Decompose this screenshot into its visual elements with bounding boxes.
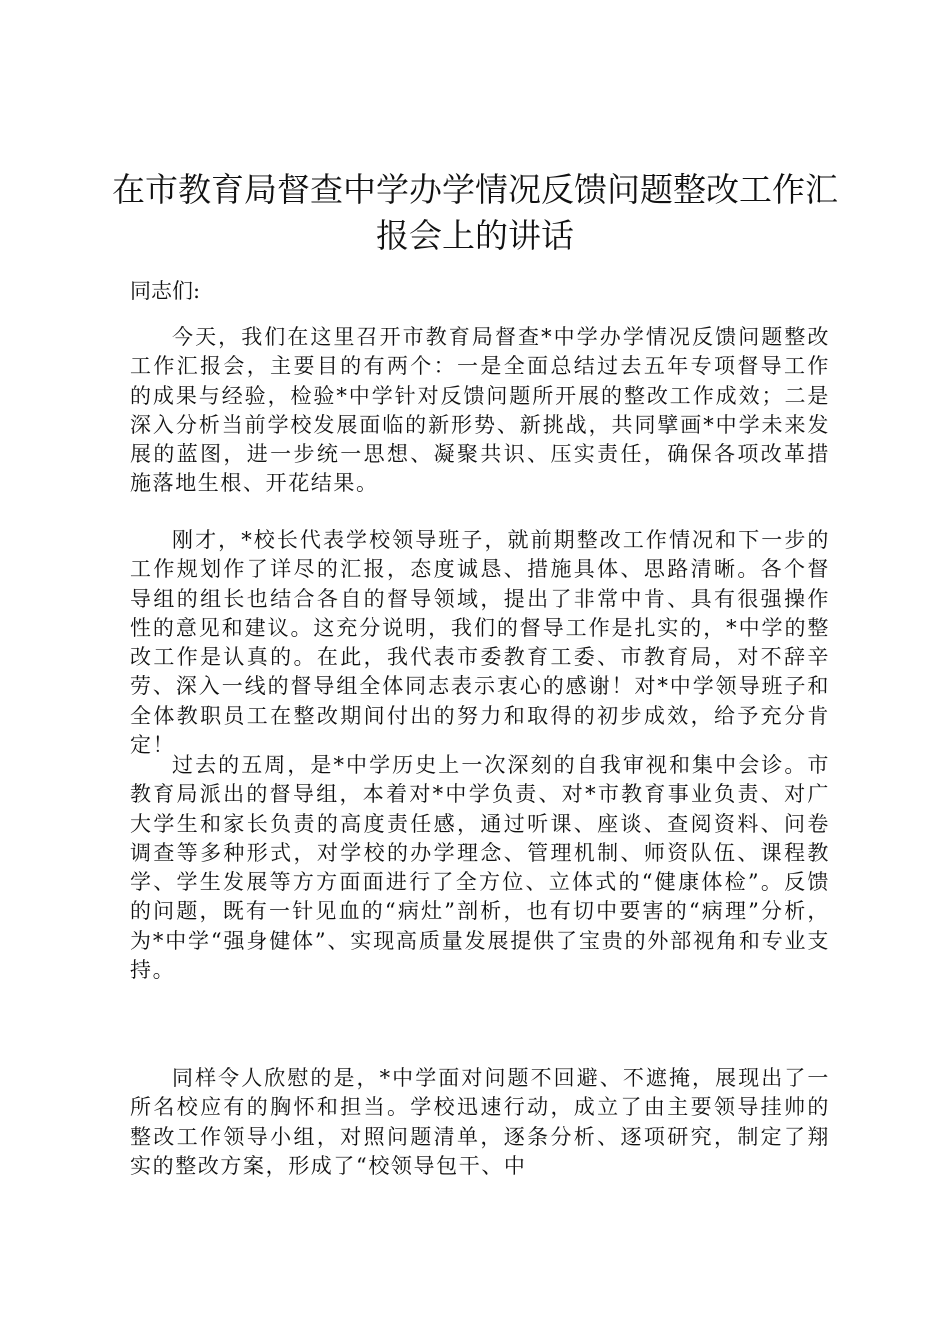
paragraph-2: 刚才，*校长代表学校领导班子，就前期整改工作情况和下一步的工作规划作了详尽的汇报，态度诚恳、措施具体、思路清晰。各个督导组的组长也结合各自的督导领域，提出了非常中肯、具有很强操作性的意见和建议。这充分说明，我们的督导工作是扎实的，*中学的整改工作是认真的。在此，我代表市委教育工委、市教育局，对不辞辛劳、深入一线的督导组全体同志表示衷心的感谢！对*中学领导班子和全体教职员工在整改期间付出的努力和取得的初步成效，给予充分肯定！ bbox=[130, 528, 830, 758]
paragraph-4: 同样令人欣慰的是，*中学面对问题不回避、不遮掩，展现出了一所名校应有的胸怀和担当。学校迅速行动，成立了由主要领导挂帅的整改工作领导小组，对照问题清单，逐条分析、逐项研究，制定了翔实的整改方案，形成了“校领导包干、中 bbox=[130, 1066, 830, 1178]
paragraph-3: 过去的五周，是*中学历史上一次深刻的自我审视和集中会诊。市教育局派出的督导组，本着对*中学负责、对*市教育事业负责、对广大学生和家长负责的高度责任感，通过听课、座谈、查阅资料、问卷调查等多种形式，对学校的办学理念、管理机制、师资队伍、课程教学、学生发展等方方面面进行了全方位、立体式的“健康体检”。反馈的问题，既有一针见血的“病灶”剖析，也有切中要害的“病理”分析，为*中学“强身健体”、实现高质量发展提供了宝贵的外部视角和专业支持。 bbox=[130, 753, 830, 983]
salutation: 同志们: bbox=[130, 279, 201, 303]
paragraph-1: 今天，我们在这里召开市教育局督查*中学办学情况反馈问题整改工作汇报会，主要目的有两个：一是全面总结过去五年专项督导工作的成果与经验，检验*中学针对反馈问题所开展的整改工作成效；二是深入分析当前学校发展面临的新形势、新挑战，共同擘画*中学未来发展的蓝图，进一步统一思想、凝聚共识、压实责任，确保各项改革措施落地生根、开花结果。 bbox=[130, 325, 830, 496]
document-title: 在市教育局督查中学办学情况反馈问题整改工作汇报会上的讲话 bbox=[112, 170, 838, 255]
